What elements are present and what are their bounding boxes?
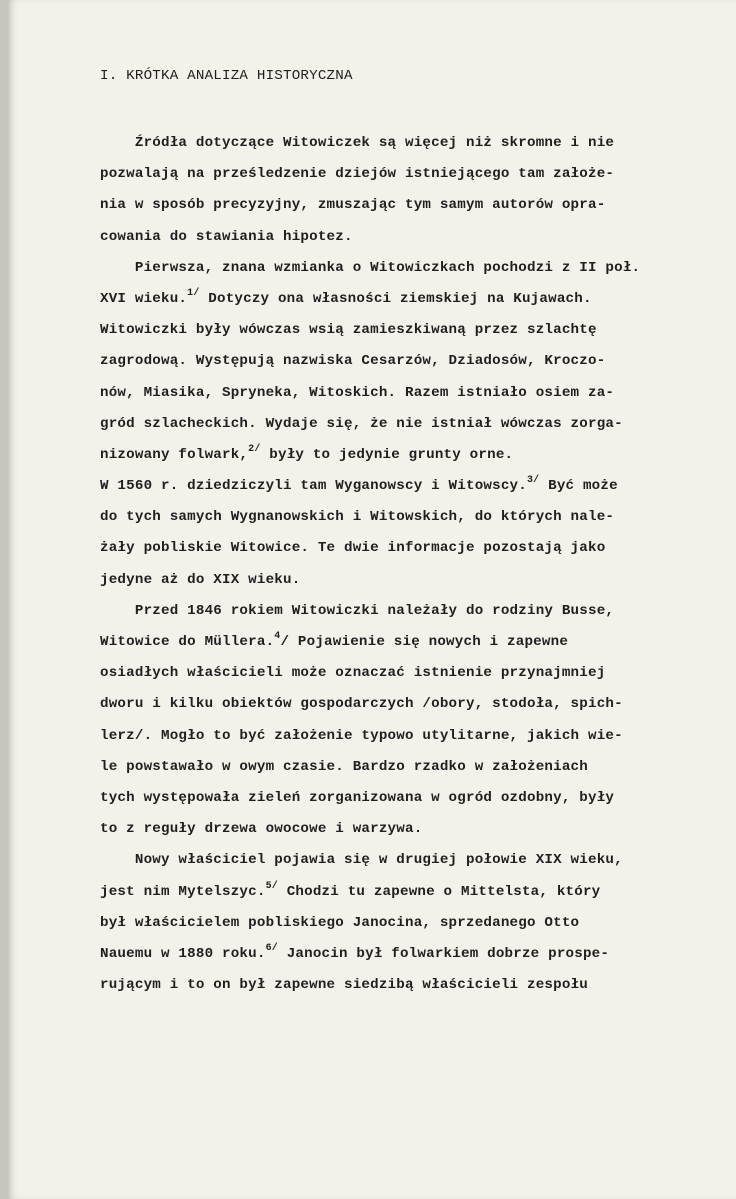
text-run: Nowy właściciel pojawia się w drugiej połowie XIX wieku, (134, 852, 623, 869)
page-binding-edge (0, 0, 8, 1199)
text-run: nia w sposób precyzyjny, zmuszając tym samym autorów opra- (100, 197, 606, 214)
section-title: I. KRÓTKA ANALIZA HISTORYCZNA (100, 68, 353, 84)
text-run: Nauemu w 1880 roku. (100, 945, 266, 962)
footnote-reference: 2/ (248, 443, 261, 455)
text-line (100, 658, 700, 689)
text-line (100, 689, 700, 720)
text-line (100, 346, 700, 377)
text-line (100, 565, 700, 596)
text-line (100, 190, 700, 221)
text-run: / Pojawienie się nowych i zapewne (280, 634, 569, 650)
text-line (100, 845, 700, 876)
document-body (100, 62, 700, 1001)
text-line (100, 970, 700, 1001)
text-run: lerz/. Mogło to być założenie typowo utylitarne, jakich wie- (100, 727, 623, 744)
text-run: Chodzi tu zapewne o Mittelsta, który (277, 883, 601, 900)
text-run: tych występowała zieleń zorganizowana w ogród ozdobny, były (100, 789, 615, 806)
footnote-reference: 6/ (265, 942, 278, 954)
text-line (100, 877, 700, 908)
text-line (100, 596, 700, 627)
text-run: Pierwsza, znana wzmianka o Witowiczkach pochodzi z II poł. (134, 259, 641, 276)
text-line (100, 128, 700, 159)
text-run: jedyne aż do XIX wieku. (100, 571, 301, 588)
text-line (100, 471, 700, 502)
text-line (100, 440, 700, 471)
text-line (100, 284, 700, 315)
text-run: Być może (539, 478, 618, 495)
text-run: Janocin był folwarkiem dobrze prospe- (277, 945, 610, 962)
footnote-reference: 5/ (265, 880, 278, 892)
text-line (100, 814, 700, 845)
text-run: to z reguły drzewa owocowe i warzywa. (100, 821, 423, 838)
text-line (100, 908, 700, 939)
text-line (100, 533, 700, 564)
text-line (100, 222, 700, 253)
text-line (100, 159, 700, 190)
footnote-reference: 1/ (187, 287, 200, 299)
text-line (100, 721, 700, 752)
footnote-reference: 3/ (526, 475, 540, 487)
text-run: zagrodową. Występują nazwiska Cesarzów, Dziadosów, Kroczo- (100, 353, 606, 370)
text-run: jest nim Mytelszyc. (100, 883, 266, 900)
text-run: Witowiczki były wówczas wsią zamieszkiwaną przez szlachtę (100, 322, 597, 339)
text-line (100, 502, 700, 533)
text-run: do tych samych Wygnanowskich i Witowskich, do których nale- (100, 509, 615, 526)
text-line (100, 409, 700, 440)
text-run: był właścicielem pobliskiego Janocina, sprzedanego Otto (100, 914, 580, 931)
text-run: Dotyczy ona własności ziemskiej na Kujawach. (199, 290, 592, 307)
text-run: nów, Miasika, Spryneka, Witoskich. Razem istniało osiem za- (100, 384, 615, 401)
text-run: cowania do stawiania hipotez. (100, 228, 353, 245)
text-line (100, 627, 700, 658)
text-line (100, 253, 700, 284)
footnote-reference: 4 (274, 631, 281, 642)
text-run: osiadłych właścicieli może oznaczać istnienie przynajmniej (100, 665, 606, 682)
text-run: były to jedynie grunty orne. (260, 446, 514, 463)
text-lines (100, 128, 700, 1001)
text-run: pozwalają na prześledzenie dziejów istniejącego tam założe- (100, 166, 615, 183)
text-run: żały pobliskie Witowice. Te dwie informacje pozostają jako (100, 540, 606, 557)
text-line (100, 752, 700, 783)
text-line (100, 939, 700, 970)
text-run: gród szlacheckich. Wydaje się, że nie istniał wówczas zorga- (100, 415, 623, 432)
text-run: Źródła dotyczące Witowiczek są więcej niż skromne i nie (134, 135, 615, 151)
text-line (100, 378, 700, 409)
text-run: dworu i kilku obiektów gospodarczych /obory, stodoła, spich- (100, 696, 623, 713)
typewritten-page (8, 0, 736, 1199)
text-run: Przed 1846 rokiem Witowiczki należały do rodziny Busse, (134, 602, 615, 619)
text-line (100, 783, 700, 814)
text-run: le powstawało w owym czasie. Bardzo rzadko w założeniach (100, 758, 588, 775)
text-run: Witowice do Müllera. (100, 634, 275, 650)
text-run: nizowany folwark, (100, 446, 249, 463)
text-line (100, 315, 700, 346)
text-run: rującym i to on był zapewne siedzibą właścicieli zespołu (100, 977, 588, 994)
text-run: XVI wieku. (100, 290, 188, 307)
text-run: W 1560 r. dziedziczyli tam Wyganowscy i Witowscy. (100, 478, 527, 495)
